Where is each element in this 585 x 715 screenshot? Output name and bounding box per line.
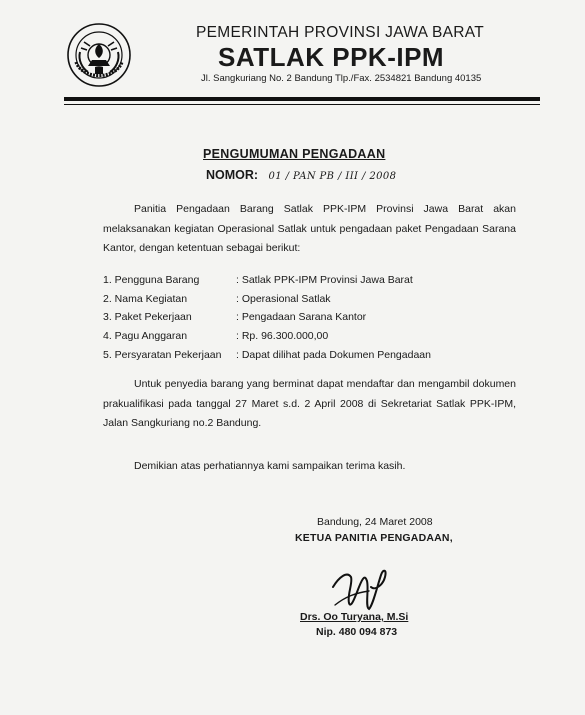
organization-address: Jl. Sangkuriang No. 2 Bandung Tlp./Fax. 2534821 Bandung 40135: [201, 73, 482, 84]
signer-nip: Nip. 480 094 873: [316, 626, 398, 638]
registration-paragraph: Untuk penyedia barang yang berminat dapat mendaftar dan mengambil dokumen prakualifikasi pada tanggal 27 Maret s.d. 2 April 2008 di Sekretariat Satlak PPK-IPM, Jalan Sangkuriang no.2 Bandung.: [103, 378, 516, 429]
item-value: : Dapat dilihat pada Dokumen Pengadaan: [236, 348, 431, 361]
number-label: NOMOR:: [206, 168, 259, 182]
handwritten-signature: [325, 547, 405, 617]
item-label: 3. Paket Pekerjaan: [103, 311, 192, 324]
item-value: : Satlak PPK-IPM Provinsi Jawa Barat: [236, 274, 413, 286]
announcement-title: PENGUMUMAN PENGADAAN: [203, 147, 386, 161]
place-and-date: Bandung, 24 Maret 2008: [317, 516, 433, 528]
item-label: 2. Nama Kegiatan: [103, 292, 188, 305]
signer-name: Drs. Oo Turyana, M.Si: [300, 611, 409, 623]
organization-name: SATLAK PPK-IPM: [218, 42, 445, 72]
item-value: : Operasional Satlak: [236, 292, 331, 305]
item-label: 1. Pengguna Barang: [103, 274, 200, 286]
item-label: 5. Persyaratan Pekerjaan: [103, 348, 222, 361]
item-value: : Rp. 96.300.000,00: [236, 330, 329, 343]
closing-paragraph: Demikian atas perhatiannya kami sampaikan terima kasih.: [134, 460, 406, 472]
number-value: 01 / PAN PB / III / 2008: [268, 171, 397, 182]
item-label: 4. Pagu Anggaran: [103, 330, 188, 343]
letterhead-divider-thin: [64, 104, 540, 105]
signer-position: KETUA PANITIA PENGADAAN,: [295, 532, 453, 544]
item-value: : Pengadaan Sarana Kantor: [236, 311, 367, 324]
intro-paragraph: Panitia Pengadaan Barang Satlak PPK-IPM Provinsi Jawa Barat akan melaksanakan kegiatan Operasional Satlak untuk pengadaan paket Pengadaan Sarana Kantor, dengan ketentuan sebagai berikut:: [103, 203, 516, 254]
west-java-emblem-icon: [66, 22, 132, 88]
announcement-number: [206, 166, 396, 184]
letterhead-divider-thick: [64, 97, 540, 101]
government-name: PEMERINTAH PROVINSI JAWA BARAT: [196, 24, 485, 41]
